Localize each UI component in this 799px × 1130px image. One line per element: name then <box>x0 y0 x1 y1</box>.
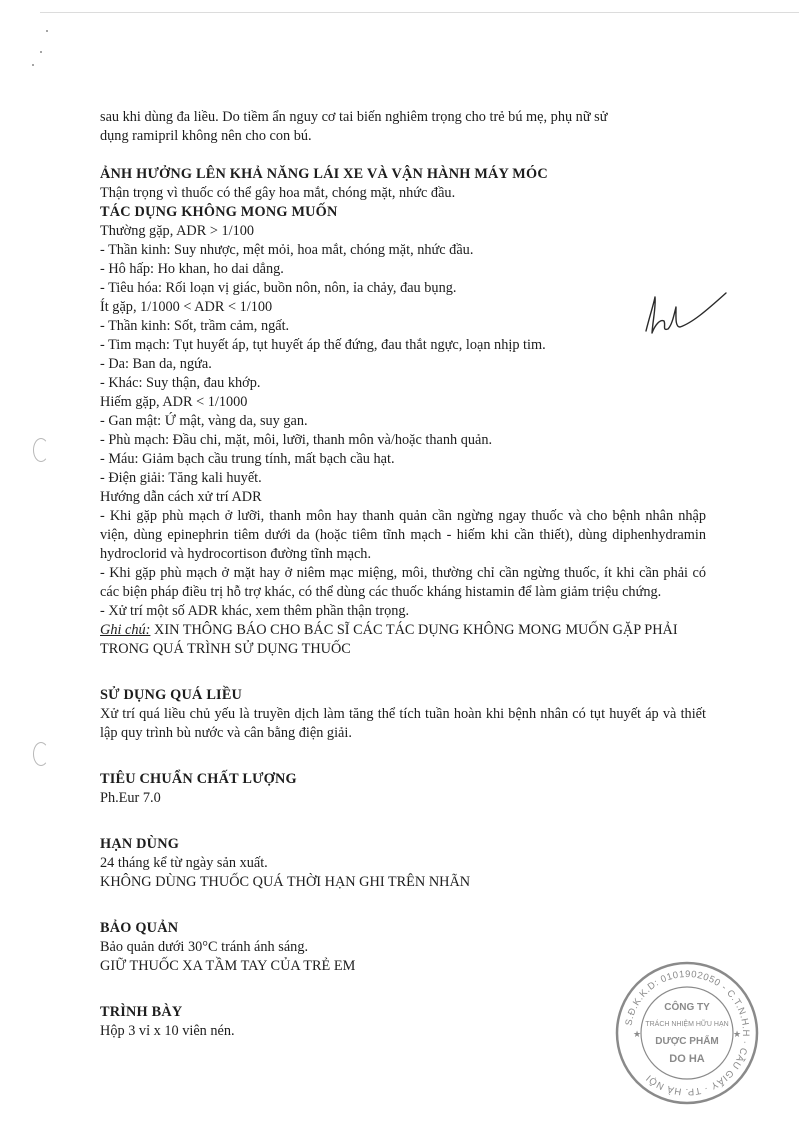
list-item: - Khác: Suy thận, đau khớp. <box>100 375 261 391</box>
list-item: - Điện giải: Tăng kali huyết. <box>100 470 262 486</box>
list-item: - Phù mạch: Đầu chi, mặt, môi, lưỡi, thanh môn và/hoặc thanh quản. <box>100 432 493 448</box>
section-heading-driving: ẢNH HƯỞNG LÊN KHẢ NĂNG LÁI XE VÀ VẬN HÀNH MÁY MÓC <box>100 166 548 182</box>
adr-guide-paragraph: - Khi gặp phù mạch ở lưỡi, thanh môn hay thanh quản cần ngừng ngay thuốc và cho bệnh nhân nhập viện, dùng epinephrin tiêm dưới da (hoặc tiêm tĩnh mạch - hiếm khi cần thiết), dùng diphenhydramin hydroclorid và hydrocortison đường tĩnh mạch. <box>100 508 706 562</box>
section-heading-overdose: SỬ DỤNG QUÁ LIỀU <box>100 687 243 703</box>
frequency-label-common: Thường gặp, ADR > 1/100 <box>100 223 255 239</box>
section-heading-storage: BẢO QUẢN <box>100 920 179 936</box>
list-item: - Da: Ban da, ngứa. <box>100 356 212 372</box>
note-text: XIN THÔNG BÁO CHO BÁC SĨ CÁC TÁC DỤNG KHÔNG MONG MUỐN GẶP PHẢI TRONG QUÁ TRÌNH SỬ DỤNG THUỐC <box>100 622 678 657</box>
note-label: Ghi chú: <box>100 622 151 638</box>
list-item: - Gan mật: Ứ mật, vàng da, suy gan. <box>100 413 308 429</box>
intro-line: sau khi dùng đa liều. Do tiềm ẩn nguy cơ tai biến nghiêm trọng cho trẻ bú mẹ, phụ nữ sử <box>100 109 608 125</box>
company-seal <box>612 958 762 1108</box>
intro-line: dụng ramipril không nên cho con bú. <box>100 128 312 144</box>
seal-line: DO HA <box>669 1053 705 1065</box>
scan-speck <box>46 30 48 32</box>
list-item: - Máu: Giảm bạch cầu trung tính, mất bạch cầu hạt. <box>100 451 395 467</box>
storage-warning: GIỮ THUỐC XA TẦM TAY CỦA TRẺ EM <box>100 958 356 974</box>
seal-line: CÔNG TY <box>664 1002 710 1013</box>
scan-speck <box>40 51 42 53</box>
seal-star-icon: ★ <box>632 1029 642 1039</box>
section-heading-quality: TIÊU CHUẨN CHẤT LƯỢNG <box>100 771 297 787</box>
shelf-life-text: 24 tháng kể từ ngày sản xuất. <box>100 855 268 871</box>
punch-hole-mark <box>33 742 49 766</box>
list-item: - Thần kinh: Sốt, trầm cảm, ngất. <box>100 318 290 334</box>
seal-line: DƯỢC PHẨM <box>655 1036 719 1047</box>
adverse-note <box>100 621 706 659</box>
quality-text: Ph.Eur 7.0 <box>100 790 161 806</box>
list-item: - Hô hấp: Ho khan, ho dai dẳng. <box>100 261 284 277</box>
overdose-text: Xử trí quá liều chủ yếu là truyền dịch làm tăng thể tích tuần hoàn khi bệnh nhân có tụt huyết áp và thiết lập quy trình bù nước và cân bằng điện giải. <box>100 706 706 741</box>
frequency-label-rare: Hiếm gặp, ADR < 1/1000 <box>100 394 248 410</box>
page-top-edge <box>40 12 799 13</box>
adr-guide-paragraph: - Khi gặp phù mạch ở mặt hay ở niêm mạc miệng, môi, thường chỉ cần ngừng thuốc, ít khi cần phải có các biện pháp điều trị hỗ trợ khác, có thể dùng các thuốc kháng histamin để làm giảm triệu chứng. <box>100 565 706 600</box>
adr-guide-paragraph: - Xử trí một số ADR khác, xem thêm phần thận trọng. <box>100 603 410 619</box>
shelf-life-warning: KHÔNG DÙNG THUỐC QUÁ THỜI HẠN GHI TRÊN NHÃN <box>100 874 471 890</box>
punch-hole-mark <box>33 438 49 462</box>
document-body <box>100 108 706 1041</box>
section-heading-presentation: TRÌNH BÀY <box>100 1004 183 1020</box>
scan-speck <box>32 64 34 66</box>
adr-guide-label: Hướng dẫn cách xử trí ADR <box>100 489 262 505</box>
list-item: - Tiêu hóa: Rối loạn vị giác, buồn nôn, nôn, ỉa chảy, đau bụng. <box>100 280 457 296</box>
list-item: - Thần kinh: Suy nhược, mệt mỏi, hoa mắt, chóng mặt, nhức đầu. <box>100 242 474 258</box>
driving-text: Thận trọng vì thuốc có thể gây hoa mắt, chóng mặt, nhức đầu. <box>100 185 456 201</box>
section-heading-adverse-effects: TÁC DỤNG KHÔNG MONG MUỐN <box>100 204 338 220</box>
presentation-text: Hộp 3 vỉ x 10 viên nén. <box>100 1023 235 1039</box>
seal-ring-text: S.Đ.K.K.D: 0101902050 - C.T.N.H.H · CẦU GIẤY · TP. HÀ NỘI <box>623 968 752 1098</box>
seal-star-icon: ★ <box>732 1029 742 1039</box>
handwritten-signature <box>640 285 730 340</box>
section-heading-shelf-life: HẠN DÙNG <box>100 836 180 852</box>
seal-line: TRÁCH NHIỆM HỮU HẠN <box>645 1021 729 1028</box>
storage-text: Bảo quản dưới 30°C tránh ánh sáng. <box>100 939 309 955</box>
list-item: - Tim mạch: Tụt huyết áp, tụt huyết áp thế đứng, đau thắt ngực, loạn nhịp tim. <box>100 337 546 353</box>
frequency-label-uncommon: Ít gặp, 1/1000 < ADR < 1/100 <box>100 299 273 315</box>
